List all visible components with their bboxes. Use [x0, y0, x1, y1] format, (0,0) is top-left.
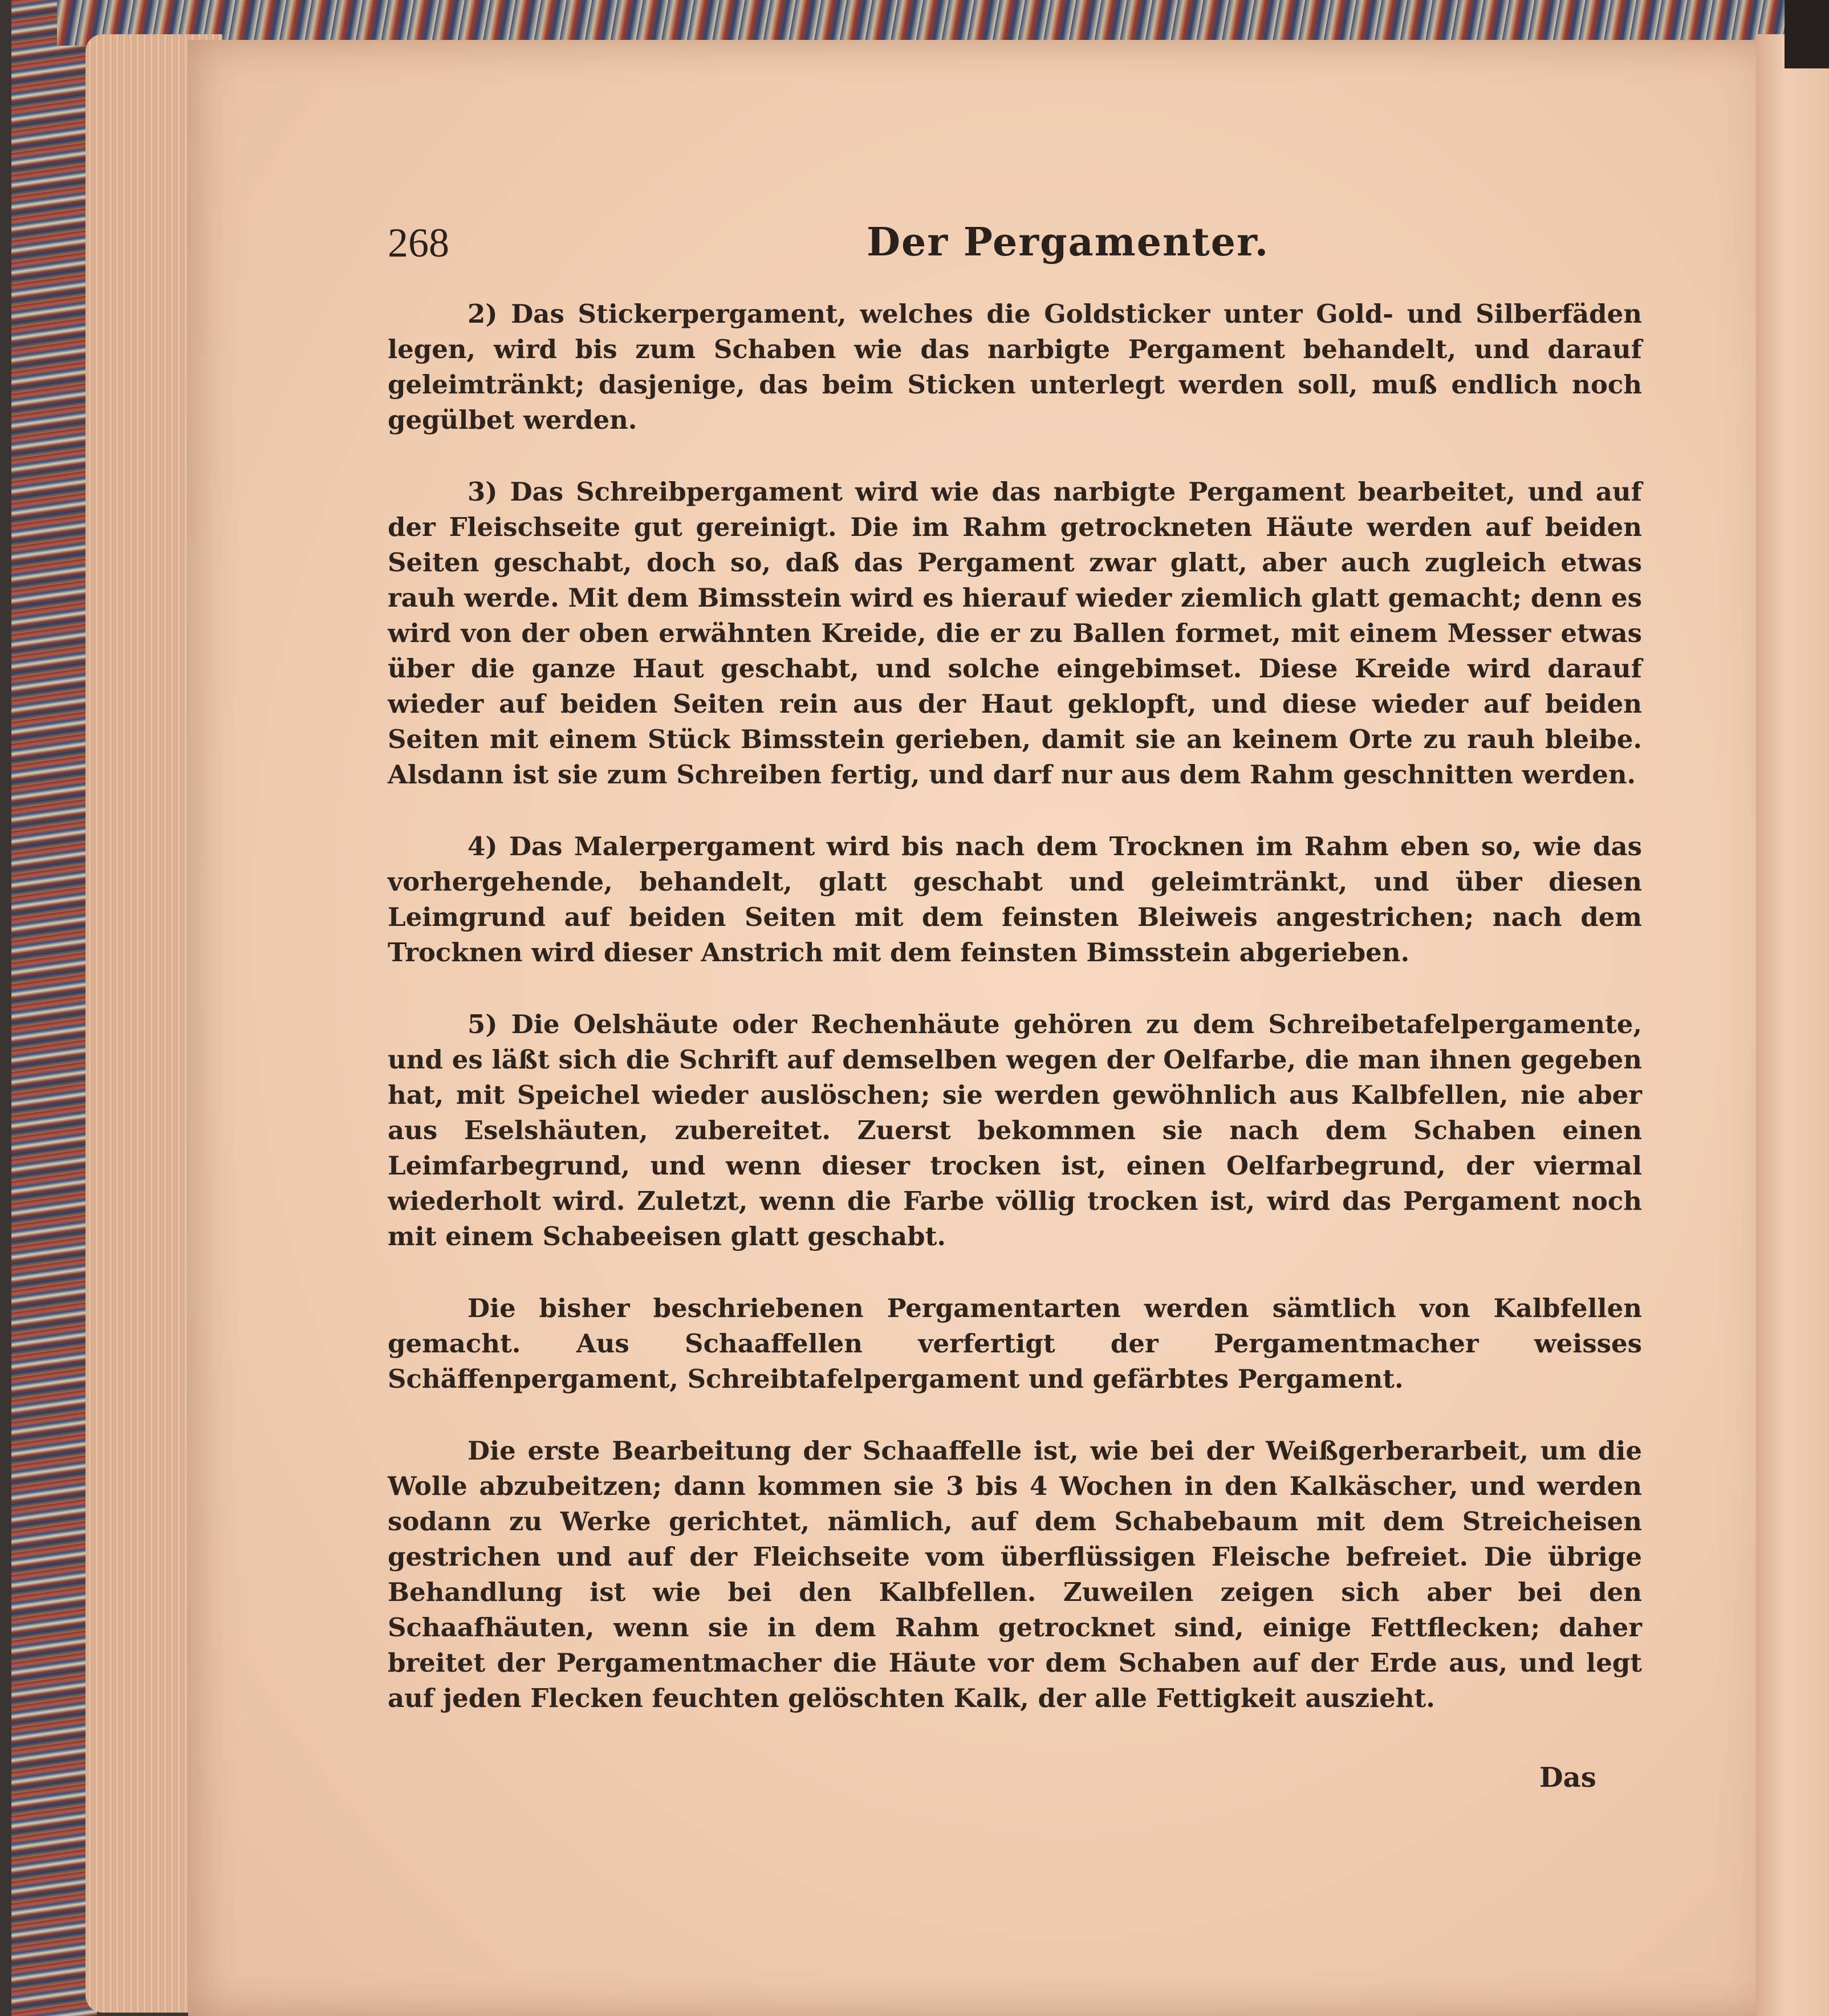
running-title: Der Pergamenter. — [867, 220, 1270, 265]
paragraph: 4) Das Malerpergament wird bis nach dem Trocknen im Rahm eben so, wie das vorhergehende, behandelt, glatt geschabt und geleimtränkt, und über diesen Leimgrund auf beiden Seiten mit dem feinsten Bleiweis angestrichen; nach dem Trocknen wird dieser Anstrich mit dem feinsten Bimsstein abgerieben. — [388, 831, 1642, 968]
page-number: 268 — [388, 220, 449, 266]
marbled-fore-edge — [11, 0, 97, 2016]
catchword: Das — [1539, 1762, 1596, 1794]
page-header — [388, 220, 1648, 282]
paragraph: 5) Die Oelshäute oder Rechenhäute gehören zu dem Schreibetafelpergamente, und es läßt sich die Schrift auf demselben wegen der Oelfarbe, die man ihnen gegeben hat, mit Speichel wieder auslöschen; sie werden gewöhnlich aus Kalbfellen, nie aber aus Eselshäuten, zubereitet. Zuerst bekommen sie nach dem Schaben einen Leimfarbegrund, und wenn dieser trocken ist, einen Oelfarbegrund, der viermal wiederholt wird. Zuletzt, wenn die Farbe völlig trocken ist, wird das Pergament noch mit einem Schabeeisen glatt geschabt. — [388, 1009, 1642, 1251]
paragraph: 2) Das Stickerpergament, welches die Goldsticker unter Gold- und Silberfäden legen, wird bis zum Schaben wie das narbigte Pergament behandelt, und darauf geleimtränkt; dasjenige, das beim Sticken unterlegt werden soll, muß endlich noch gegülbet werden. — [388, 299, 1642, 435]
book-gutter — [1756, 34, 1829, 2016]
marbled-top-edge — [57, 0, 1785, 46]
paragraph: 3) Das Schreibpergament wird wie das narbigte Pergament bearbeitet, und auf der Fleischseite gut gereinigt. Die im Rahm getrockneten Häute werden auf beiden Seiten geschabt, doch so, daß das Pergament zwar glatt, aber auch zugleich etwas rauh werde. Mit dem Bimsstein wird es hierauf wieder ziemlich glatt gemacht; denn es wird von der oben erwähnten Kreide, die er zu Ballen formet, mit einem Messer etwas über die ganze Haut geschabt, und solche eingebimset. Diese Kreide wird darauf wieder auf beiden Seiten rein aus der Haut geklopft, und diese wieder auf beiden Seiten mit einem Stück Bimsstein gerieben, damit sie an keinem Orte zu rauh bleibe. Alsdann ist sie zum Schreiben fertig, und darf nur aus dem Rahm geschnitten werden. — [388, 477, 1642, 790]
background-corner — [1785, 0, 1829, 68]
paragraph: Die bisher beschriebenen Pergamentarten werden sämtlich von Kalbfellen gemacht. Aus Schaaffellen verfertigt der Pergamentmacher weisses Schäffenpergament, Schreibtafelpergament und gefärbtes Pergament. — [388, 1293, 1642, 1394]
body-text — [388, 296, 1642, 1753]
paragraph: Die erste Bearbeitung der Schaaffelle ist, wie bei der Weißgerberarbeit, um die Wolle abzubeitzen; dann kommen sie 3 bis 4 Wochen in den Kalkäscher, und werden sodann zu Werke gerichtet, nämlich, auf dem Schabebaum mit dem Streicheisen gestrichen und auf der Fleichseite vom überflüssigen Fleische befreiet. Die übrige Behandlung ist wie bei den Kalbfellen. Zuweilen zeigen sich aber bei den Schaafhäuten, wenn sie in dem Rahm getrocknet sind, einige Fettflecken; daher breitet der Pergamentmacher die Häute vor dem Schaben auf der Erde aus, und legt auf jeden Flecken feuchten gelöschten Kalk, der alle Fettigkeit auszieht. — [388, 1436, 1642, 1713]
